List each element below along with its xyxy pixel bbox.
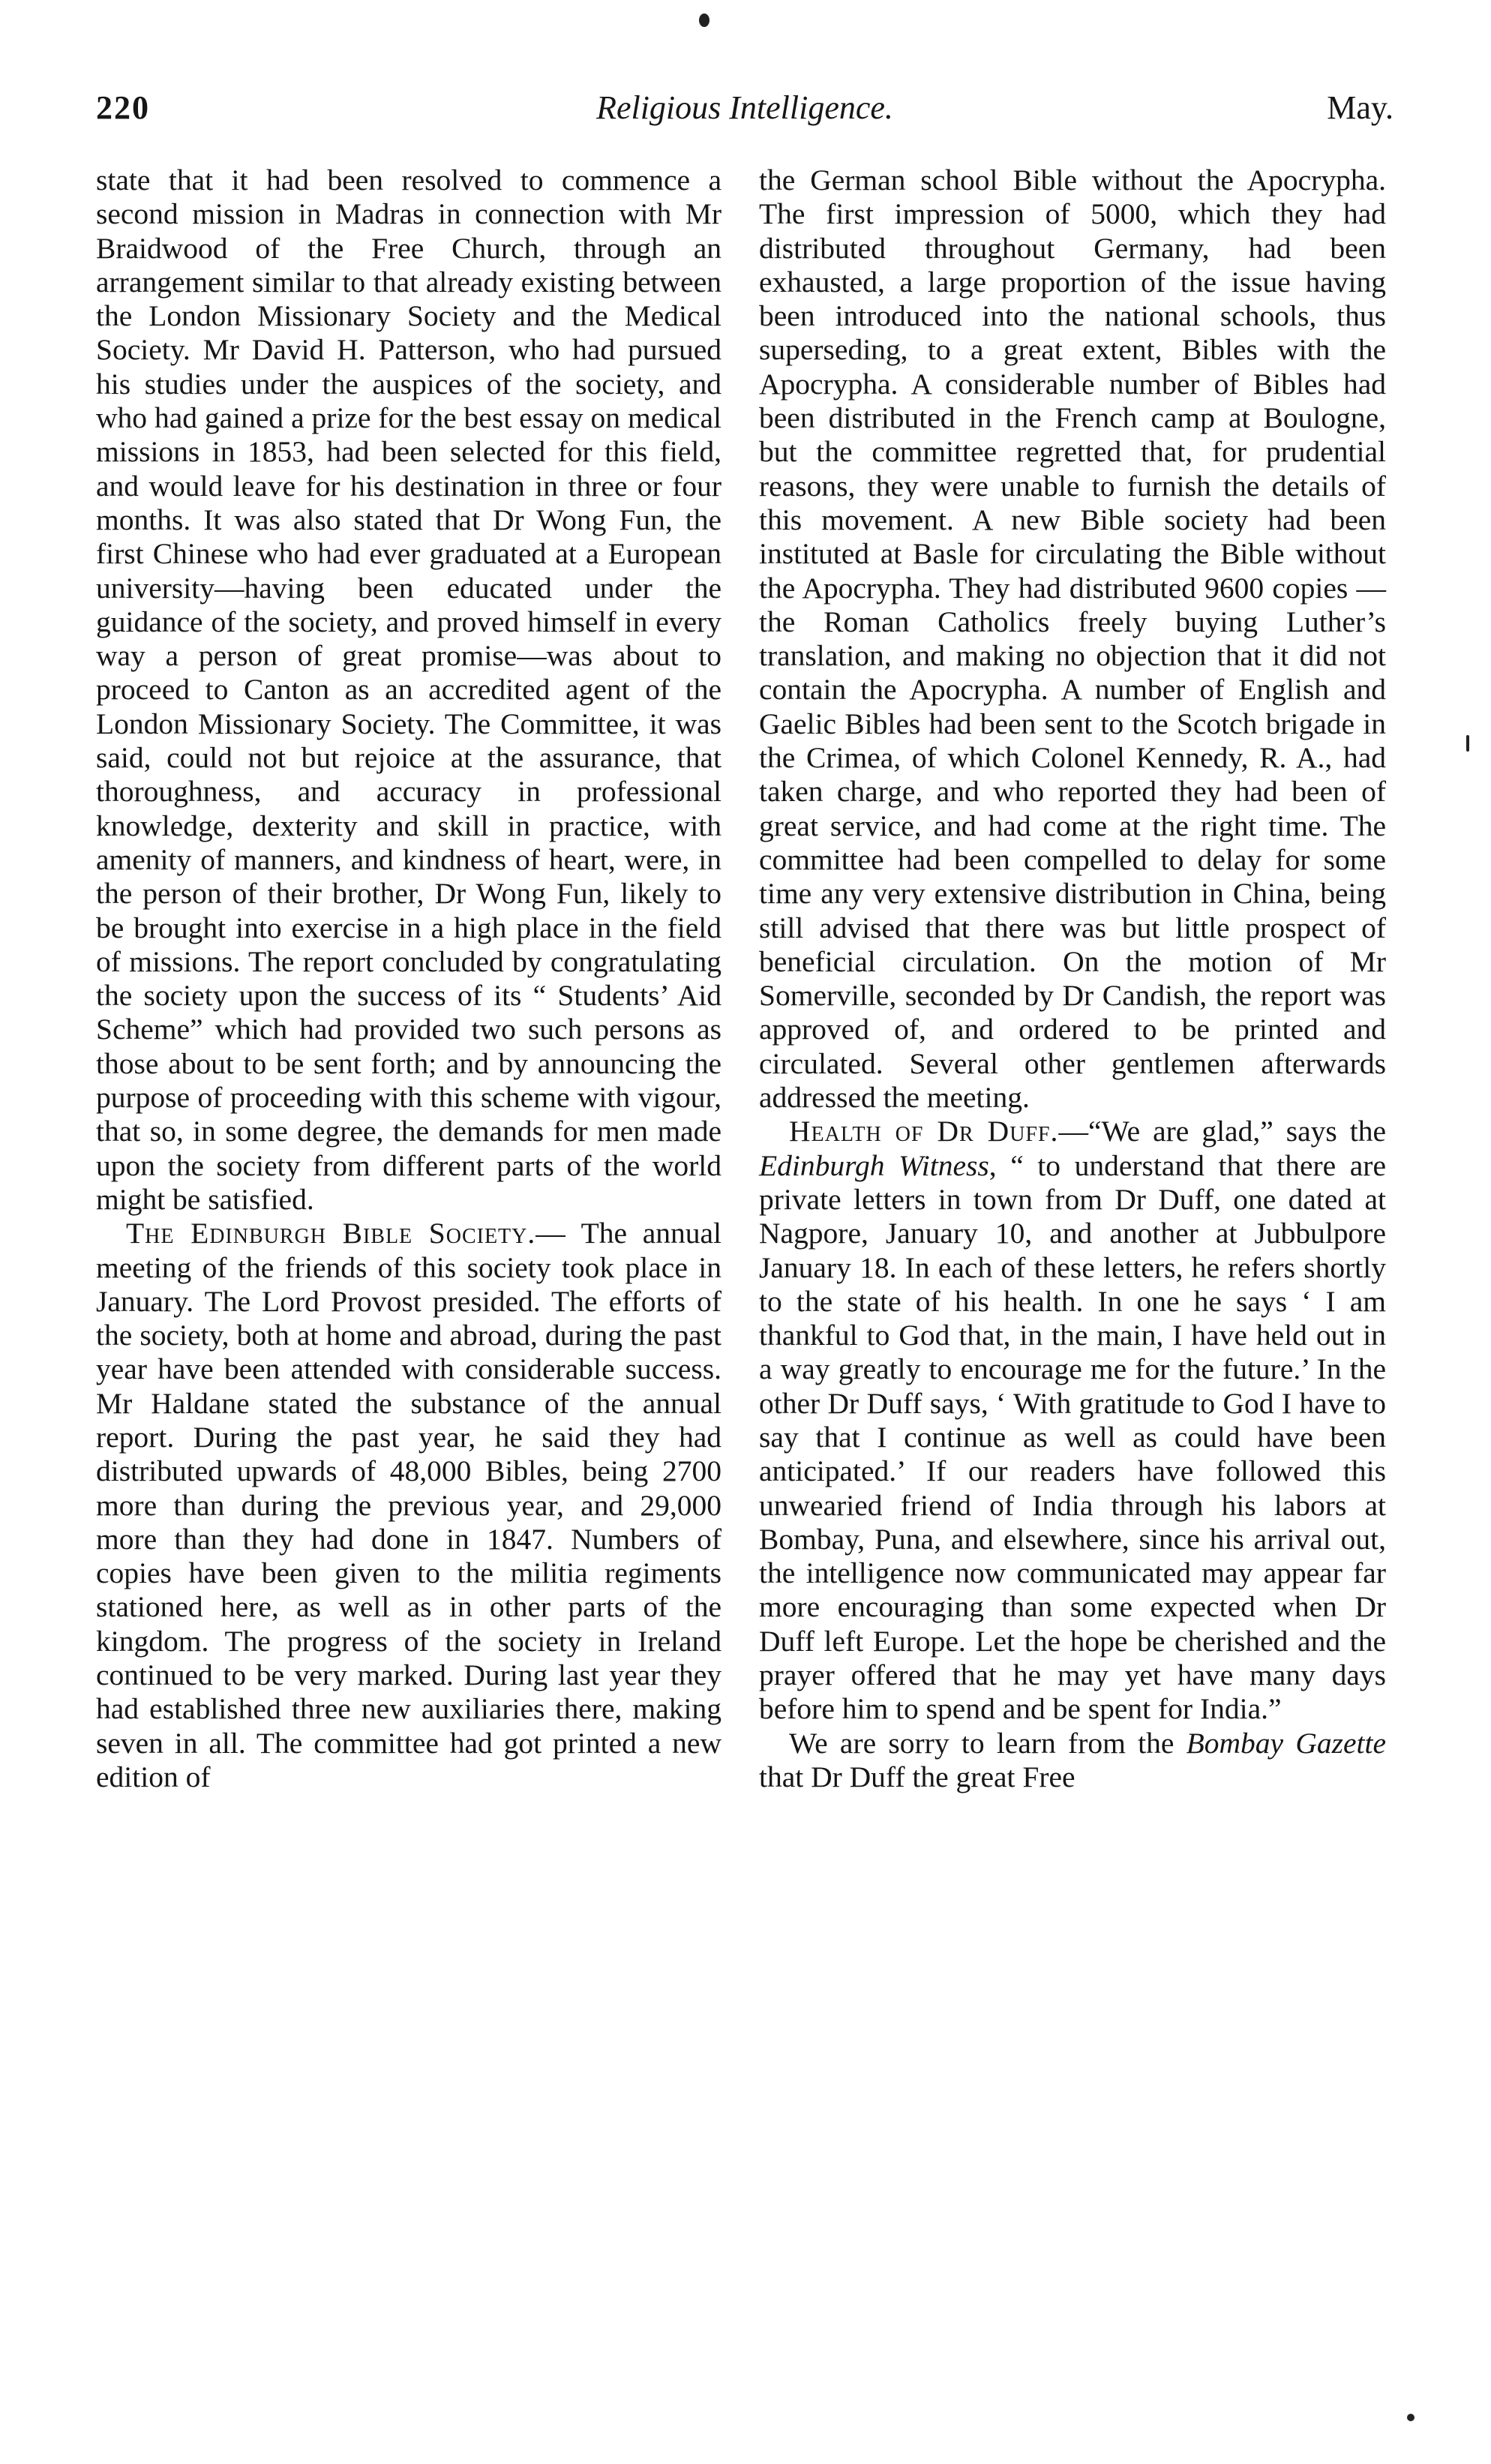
dr-duff-health-paragraph xyxy=(759,1115,1386,1726)
margin-mark xyxy=(1466,735,1469,752)
ink-speck xyxy=(699,14,710,27)
dr-duff-heading: Health of Dr Duff. xyxy=(789,1115,1059,1148)
page-header xyxy=(96,89,1394,149)
ink-dot xyxy=(1407,2414,1414,2421)
bombay-text-b: that Dr Duff the great Free xyxy=(759,1760,1076,1793)
running-title: Religious Intelligence. xyxy=(596,89,893,126)
missionary-society-paragraph: state that it had been resolved to commence a second mission in Madras in connection with Mr Braidwood of the Free Church, through an arrangement similar to that already existing between the London Missionary Society and the Medical Society. Mr David H. Patterson, who had pursued his studies under the auspices of the society, and who had gained a prize for the best essay on medical missions in 1853, had been selected for this field, and would leave for his destination in three or four months. It was also stated that Dr Wong Fun, the first Chinese who had ever graduated at a European university—having been educated under the guidance of the society, and proved himself in every way a person of great promise—was about to proceed to Canton as an accredited agent of the London Missionary Society. The Committee, it was said, could not but rejoice at the assurance, that thoroughness, and accuracy in professional knowledge, dexterity and skill in practice, with amenity of manners, and kindness of heart, were, in the person of their brother, Dr Wong Fun, likely to be brought into exercise in a high place in the field of missions. The report concluded by congratulating the society upon the success of its “ Students’ Aid Scheme” which had provided two such persons as those about to be sent forth; and by announcing the purpose of proceeding with this scheme with vigour, that so, in some degree, the demands for men made upon the society from different parts of the world might be satisfied. xyxy=(96,164,722,1216)
issue-month: May. xyxy=(1327,89,1394,126)
bible-society-text: The annual meeting of the friends of this society took place in January. The Lord Provost presided. The efforts of the society, both at home and abroad, during the past year have been attended with considerable success. Mr Haldane stated the substance of the annual report. During the past year, he said they had distributed upwards of 48,000 Bibles, being 2700 more than during the previous year, and 29,000 more than they had done in 1847. Numbers of copies have been given to the militia regiments stationed here, as well as in other parts of the kingdom. The progress of the society in Ireland continued to be very marked. During last year they had established three new auxiliaries there, making seven in all. The committee had got printed a new edition of xyxy=(96,1217,722,1793)
bombay-text-a: We are sorry to learn from the xyxy=(789,1726,1186,1760)
edinburgh-witness-title: Edinburgh Witness xyxy=(759,1148,989,1182)
left-column xyxy=(96,164,722,1794)
bible-society-paragraph xyxy=(96,1217,722,1794)
page-number: 220 xyxy=(96,89,150,126)
bombay-gazette-title: Bombay Gazette xyxy=(1186,1726,1386,1760)
dr-duff-text-b: , “ to understand that there are private letters in town from Dr Duff, one dated at Nagpore, January 10, and another at Jubbulpore January 18. In each of these letters, he refers shortly to the state of his health. In one he says ‘ I am thankful to God that, in the main, I have held out in a way greatly to encourage me for the future.’ In the other Dr Duff says, ‘ With gratitude to God I have to say that I continue as well as could have been anticipated.’ If our readers have followed this unwearied friend of India through his labors at Bombay, Puna, and elsewhere, since his arrival out, the intelligence now communicated may appear far more encouraging than some expected when Dr Duff left Europe. Let the hope be cherished and the prayer offered that he may yet have many days before him to spend and be spent for India.” xyxy=(759,1148,1386,1726)
bible-society-continuation: the German school Bible without the Apocrypha. The first impression of 5000, which they had distributed throughout Germany, had been exhausted, a large proportion of the issue having been introduced into the national schools, thus superseding, to a great extent, Bibles with the Apocrypha. A considerable number of Bibles had been distributed in the French camp at Boulogne, but the committee regretted that, for prudential reasons, they were unable to furnish the details of this movement. A new Bible society had been instituted at Basle for circulating the Bible without the Apocrypha. They had distributed 9600 copies —the Roman Catholics freely buying Luther’s translation, and making no objection that it did not contain the Apocrypha. A number of English and Gaelic Bibles had been sent to the Scotch brigade in the Crimea, of which Colonel Kennedy, R. A., had taken charge, and who reported they had been of great service, and had come at the right time. The committee had been compelled to delay for some time any very extensive distribution in China, being still advised that there was but little prospect of beneficial circulation. On the motion of Mr Somerville, seconded by Dr Candish, the report was approved of, and ordered to be printed and circulated. Several other gentlemen afterwards addressed the meeting. xyxy=(759,164,1386,1115)
bombay-gazette-paragraph xyxy=(759,1727,1386,1795)
bible-society-heading: The Edinburgh Bible Society.— xyxy=(126,1217,566,1250)
dr-duff-text-a: —“We are glad,” says the xyxy=(1058,1115,1386,1148)
right-column xyxy=(759,164,1386,1794)
